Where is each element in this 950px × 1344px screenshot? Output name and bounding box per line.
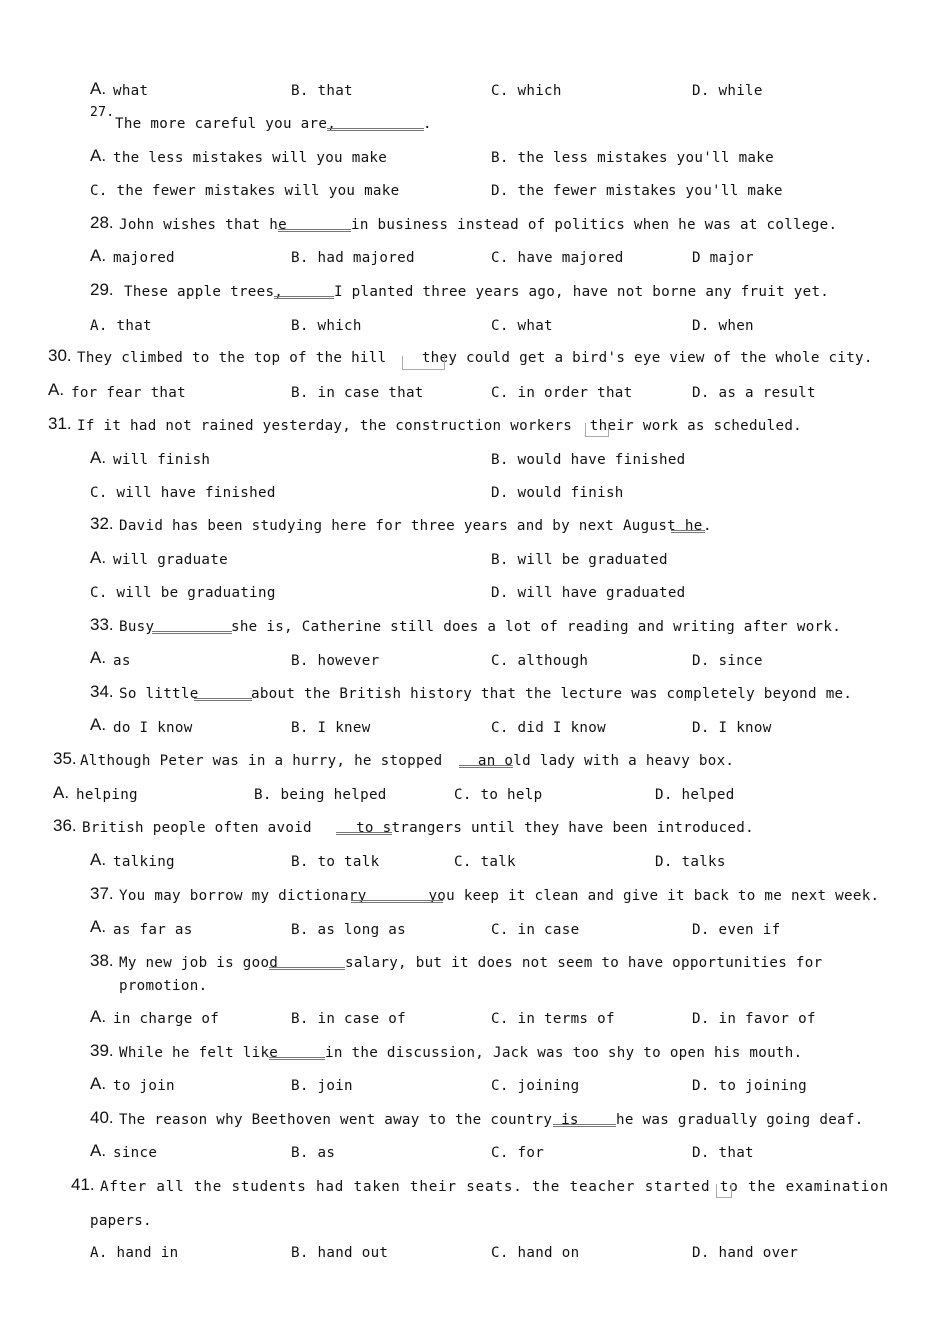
q37-stem: You may borrow my dictionary you keep it clean and give it back to me next week. <box>119 888 880 904</box>
q39-number: 39. <box>90 1041 114 1060</box>
q38-option-b: B. in case of <box>291 1011 406 1027</box>
q29-option-b: B. which <box>291 318 362 334</box>
q29-blank[interactable] <box>274 290 334 299</box>
q31-option-d: D. would finish <box>491 485 624 501</box>
q31-blank[interactable] <box>585 423 609 437</box>
q36-option-b: B. to talk <box>291 854 380 870</box>
q32-option-c: C. will be graduating <box>90 585 276 601</box>
q36-stem: British people often avoid to strangers until they have been introduced. <box>82 820 754 836</box>
q31-number: 31. <box>48 414 72 433</box>
q41-option-a: A. hand in <box>90 1245 179 1261</box>
q33-option-c: C. although <box>491 653 589 669</box>
q28-option-a: majored <box>113 250 175 266</box>
q27-blank[interactable] <box>327 122 424 131</box>
q28-option-d: D major <box>692 250 754 266</box>
q26-option-a: what <box>113 83 149 99</box>
q28-number: 28. <box>90 213 114 232</box>
q38-number: 38. <box>90 951 114 970</box>
q31-option-c: C. will have finished <box>90 485 276 501</box>
q32-a-letter: A. <box>90 548 107 567</box>
q33-option-a: as <box>113 653 131 669</box>
q26-option-b: B. that <box>291 83 353 99</box>
q38-blank[interactable] <box>269 961 345 970</box>
q40-number: 40. <box>90 1108 114 1127</box>
q27-option-a: the less mistakes will you make <box>113 150 388 166</box>
q38-stem-3: promotion. <box>119 978 208 994</box>
q31-stem: If it had not rained yesterday, the construction workers their work as scheduled. <box>77 418 803 434</box>
q34-option-c: C. did I know <box>491 720 606 736</box>
q38-stem-2: salary, but it does not seem to have opportunities for <box>345 955 823 971</box>
q27-option-b: B. the less mistakes you'll make <box>491 150 774 166</box>
q28-stem-2: in business instead of politics when he was at college. <box>351 217 838 233</box>
q41-number: 41. <box>71 1175 95 1194</box>
q40-option-c: C. for <box>491 1145 545 1161</box>
q39-option-d: D. to joining <box>692 1078 807 1094</box>
q39-option-c: C. joining <box>491 1078 580 1094</box>
q38-stem-1: My new job is good <box>119 955 279 971</box>
q37-a-letter: A. <box>90 917 107 936</box>
q29-stem-2: I planted three years ago, have not borne any fruit yet. <box>334 284 830 300</box>
q39-a-letter: A. <box>90 1074 107 1093</box>
q33-a-letter: A. <box>90 648 107 667</box>
q40-option-a: since <box>113 1145 158 1161</box>
q38-option-a: in charge of <box>113 1011 220 1027</box>
q33-option-b: B. however <box>291 653 380 669</box>
q33-number: 33. <box>90 615 114 634</box>
q39-stem-1: While he felt like <box>119 1045 279 1061</box>
q34-blank[interactable] <box>194 692 252 701</box>
q30-number: 30. <box>48 346 72 365</box>
q30-option-a: for fear that <box>71 385 186 401</box>
q29-number: 29. <box>90 280 114 299</box>
q34-stem-1: So little <box>119 686 199 702</box>
q29-stem-1: These apple trees, <box>124 284 284 300</box>
q29-option-c: C. what <box>491 318 553 334</box>
q35-a-letter: A. <box>53 783 70 802</box>
q32-option-d: D. will have graduated <box>491 585 686 601</box>
q36-option-a: talking <box>113 854 175 870</box>
q41-option-d: D. hand over <box>692 1245 799 1261</box>
q32-number: 32. <box>90 514 114 533</box>
q28-option-c: C. have majored <box>491 250 624 266</box>
q32-blank[interactable] <box>671 524 705 533</box>
q31-option-b: B. would have finished <box>491 452 686 468</box>
q41-option-b: B. hand out <box>291 1245 389 1261</box>
q32-stem: David has been studying here for three years and by next August he <box>119 518 703 534</box>
q30-blank[interactable] <box>402 356 445 370</box>
q40-option-b: B. as <box>291 1145 336 1161</box>
q39-option-b: B. join <box>291 1078 353 1094</box>
q26-option-c: C. which <box>491 83 562 99</box>
q30-stem: They climbed to the top of the hill they could get a bird's eye view of the whole city. <box>77 350 873 366</box>
q29-option-d: D. when <box>692 318 754 334</box>
q37-option-a: as far as <box>113 922 193 938</box>
q38-a-letter: A. <box>90 1007 107 1026</box>
q33-blank[interactable] <box>152 625 232 634</box>
q36-option-d: D. talks <box>655 854 726 870</box>
q36-number: 36. <box>53 816 77 835</box>
q37-number: 37. <box>90 884 114 903</box>
q34-a-letter: A. <box>90 715 107 734</box>
q34-option-d: D. I know <box>692 720 772 736</box>
q35-blank[interactable] <box>459 759 513 768</box>
q28-blank[interactable] <box>278 223 351 232</box>
q27-a-letter: A. <box>90 146 107 165</box>
q40-stem-2: he was gradually going deaf. <box>616 1112 864 1128</box>
q39-blank[interactable] <box>269 1051 325 1060</box>
q27-option-c: C. the fewer mistakes will you make <box>90 183 400 199</box>
q28-a-letter: A. <box>90 246 107 265</box>
q26-option-d: D. while <box>692 83 763 99</box>
q32-option-b: B. will be graduated <box>491 552 668 568</box>
q33-stem-2: she is, Catherine still does a lot of reading and writing after work. <box>231 619 842 635</box>
q40-a-letter: A. <box>90 1141 107 1160</box>
q28-stem-1: John wishes that he <box>119 217 287 233</box>
q34-option-a: do I know <box>113 720 193 736</box>
q41-option-c: C. hand on <box>491 1245 580 1261</box>
q27-stem: The more careful you are, <box>115 116 337 132</box>
q28-option-b: B. had majored <box>291 250 415 266</box>
q35-number: 35. <box>53 749 77 768</box>
q41-blank[interactable] <box>716 1184 732 1198</box>
q30-a-letter: A. <box>48 380 65 399</box>
q36-blank[interactable] <box>336 826 392 835</box>
q27-option-d: D. the fewer mistakes you'll make <box>491 183 783 199</box>
q31-a-letter: A. <box>90 448 107 467</box>
q31-option-a: will finish <box>113 452 211 468</box>
q34-number: 34. <box>90 682 114 701</box>
q35-option-c: C. to help <box>454 787 543 803</box>
q34-option-b: B. I knew <box>291 720 371 736</box>
q41-stem-2: papers. <box>90 1213 152 1229</box>
q35-option-a: helping <box>76 787 138 803</box>
q37-blank[interactable] <box>351 894 443 903</box>
q27-tail: . <box>423 116 432 132</box>
q37-option-b: B. as long as <box>291 922 406 938</box>
q40-option-d: D. that <box>692 1145 754 1161</box>
q34-stem-2: about the British history that the lecture was completely beyond me. <box>251 686 853 702</box>
q27-number: 27. <box>90 105 115 120</box>
q37-option-c: C. in case <box>491 922 580 938</box>
q35-stem: Although Peter was in a hurry, he stopped an old lady with a heavy box. <box>80 753 735 769</box>
q39-option-a: to join <box>113 1078 175 1094</box>
q38-option-c: C. in terms of <box>491 1011 615 1027</box>
q40-blank[interactable] <box>553 1118 616 1127</box>
q26-a-letter: A. <box>90 79 107 98</box>
q29-option-a: A. that <box>90 318 152 334</box>
q41-stem: After all the students had taken their seats. the teacher started to the examination <box>100 1179 889 1195</box>
q39-stem-2: in the discussion, Jack was too shy to open his mouth. <box>325 1045 803 1061</box>
q37-option-d: D. even if <box>692 922 781 938</box>
q30-option-d: D. as a result <box>692 385 816 401</box>
q33-option-d: D. since <box>692 653 763 669</box>
q35-option-b: B. being helped <box>254 787 387 803</box>
q32-tail: . <box>703 518 712 534</box>
q30-option-c: C. in order that <box>491 385 633 401</box>
q32-option-a: will graduate <box>113 552 228 568</box>
q35-option-d: D. helped <box>655 787 735 803</box>
q30-option-b: B. in case that <box>291 385 424 401</box>
q38-option-d: D. in favor of <box>692 1011 816 1027</box>
q36-option-c: C. talk <box>454 854 516 870</box>
q33-stem-1: Busy <box>119 619 155 635</box>
q40-stem-1: The reason why Beethoven went away to the country is <box>119 1112 579 1128</box>
q36-a-letter: A. <box>90 850 107 869</box>
